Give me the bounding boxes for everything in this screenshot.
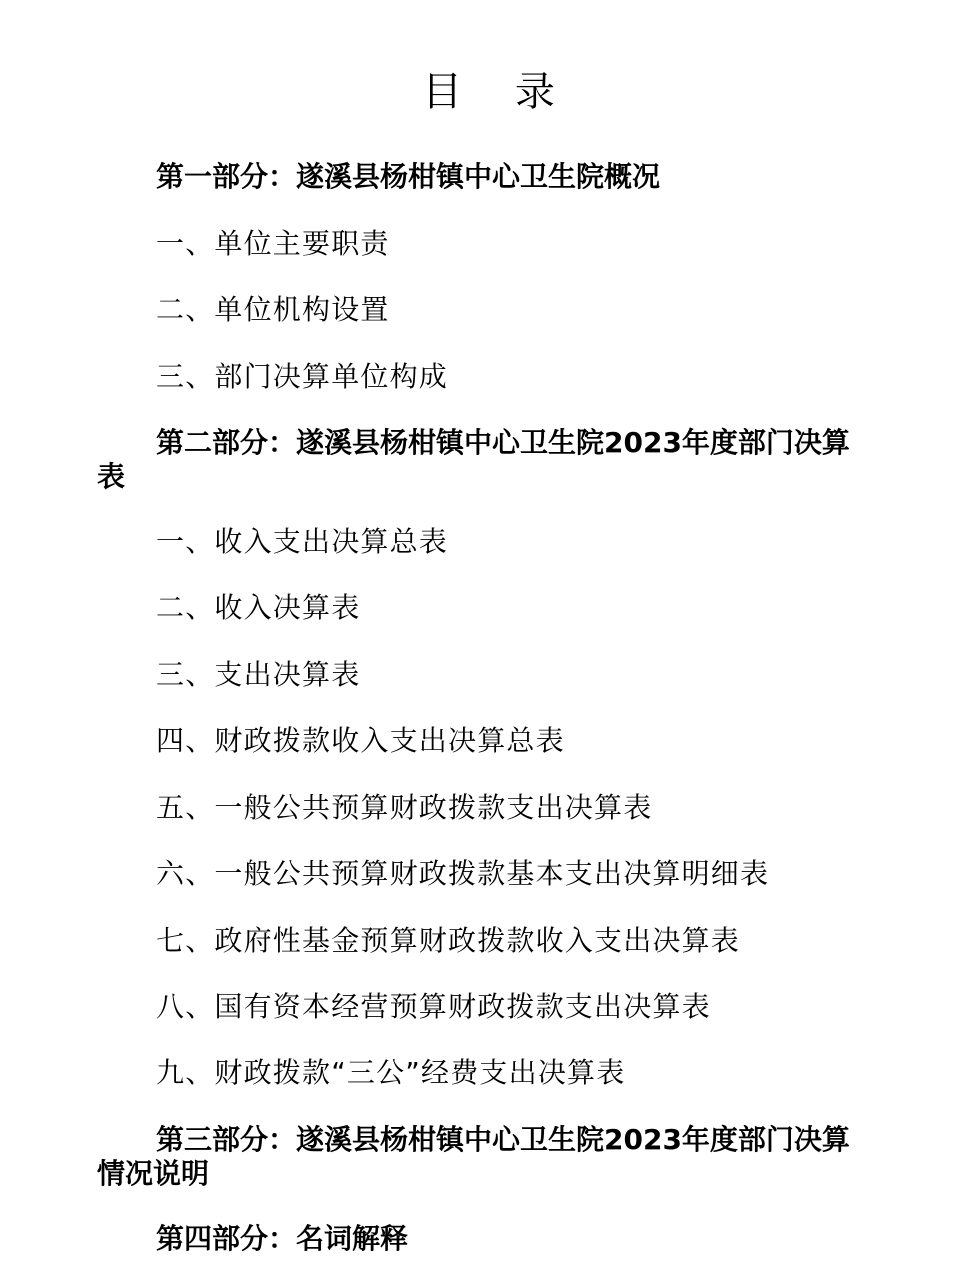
- part-one-item-3: 三、部门决算单位构成: [156, 360, 449, 393]
- part-four-heading: 第四部分：名词解释: [156, 1222, 409, 1255]
- part-two-item-2: 二、收入决算表: [156, 591, 361, 624]
- part-two-item-3: 三、支出决算表: [156, 658, 361, 691]
- part-two-heading: 第二部分：遂溪县杨柑镇中心卫生院2023年度部门决算表: [97, 426, 850, 493]
- part-one-heading: 第一部分：遂溪县杨柑镇中心卫生院概况: [156, 160, 661, 193]
- part-two-item-8: 八、国有资本经营预算财政拨款支出决算表: [156, 990, 711, 1023]
- part-two-item-1: 一、收入支出决算总表: [156, 525, 449, 558]
- part-two-item-5: 五、一般公共预算财政拨款支出决算表: [156, 791, 653, 824]
- part-two-item-9: 九、财政拨款“三公”经费支出决算表: [156, 1056, 626, 1089]
- part-three-heading: 第三部分：遂溪县杨柑镇中心卫生院2023年度部门决算情况说明: [97, 1123, 850, 1190]
- page-title: 目 录: [422, 69, 575, 115]
- part-two-item-6: 六、一般公共预算财政拨款基本支出决算明细表: [156, 857, 770, 890]
- part-two-item-4: 四、财政拨款收入支出决算总表: [156, 724, 565, 757]
- part-one-item-1: 一、单位主要职责: [156, 227, 390, 260]
- part-two-item-7: 七、政府性基金预算财政拨款收入支出决算表: [156, 924, 741, 957]
- part-one-item-2: 二、单位机构设置: [156, 293, 390, 326]
